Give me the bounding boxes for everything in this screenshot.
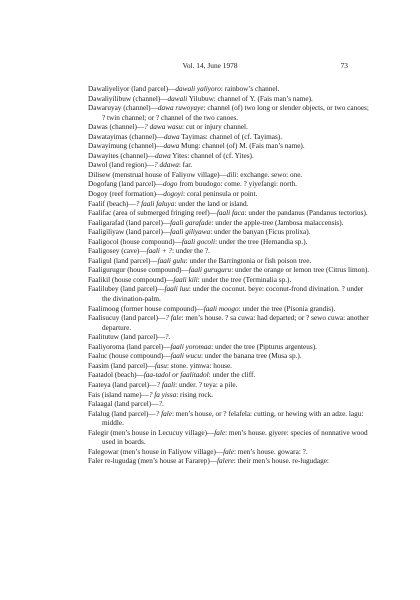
gazetteer-entry [88,343,370,353]
gazetteer-entry [88,371,370,381]
entry-headword: Faalilubey (land parcel)— [88,285,165,294]
entry-gloss: : under the pandanus (Pandanus tectorius). [244,209,368,218]
entry-headword: Faaligiliyaw (land parcel)— [88,228,171,237]
gazetteer-entry [88,200,370,210]
entry-etymon: fasu [154,361,167,370]
entry-etymon: ?. [164,333,171,342]
entry-headword: Faaluc (house compound)— [88,352,171,361]
entry-etymon: dawali [167,94,188,103]
entry-gloss: : under the Barringtonia or fish poison tree. [185,256,312,265]
gazetteer-entry [88,333,370,343]
entry-etymon: dawa ruwoyaye [157,104,204,113]
running-header [0,60,420,72]
gazetteer-entry [88,171,370,181]
entry-etymon: ?. [158,400,164,409]
gazetteer-entry [88,228,370,238]
entry-etymon: ? faali faluya [135,199,175,208]
entry-etymon: falere [217,457,234,466]
entry-gloss: : men’s house. ? sa cuwa: had departed; or ? sewo cuwa: another departure. [102,314,369,332]
entry-gloss: : men’s house. gowara: ?. [233,447,308,456]
entry-etymon: dawa [163,142,180,151]
gazetteer-entry [88,180,370,190]
entry-etymon: faali gocoli [181,237,216,246]
entry-etymon: ? faali [156,380,176,389]
gazetteer-entry [88,285,370,304]
entry-gloss: : under. ? teya: a pile. [175,380,238,389]
entry-gloss: : under the banana tree (Musa sp.). [200,352,302,361]
entry-etymon: ? fa yissa [148,390,177,399]
gazetteer-entry [88,381,370,391]
entry-headword: Faalikil (house compound)— [88,275,174,284]
entry-etymon: faali moogo [203,304,239,313]
entry-etymon: faali faca [216,209,245,218]
entry-gloss: : stone. yimwa: house. [166,361,232,370]
entry-headword: Dawaruyay (channel)— [88,104,158,113]
entry-gloss: Tayimas: channel of (cf. Tayimas). [179,132,283,141]
entry-etymon: dogoyi [163,190,184,199]
entry-etymon: fale [214,428,226,437]
gazetteer-entry-list [88,85,370,467]
entry-headword: Faler re-lugudag (men’s house at Fararep)— [88,457,218,466]
entry-headword: Faateya (land parcel)— [88,380,157,389]
gazetteer-entry [88,95,370,105]
entry-headword: Faaligarafad (land parcel)— [88,218,171,227]
gazetteer-entry [88,85,370,95]
gazetteer-entry [88,142,370,152]
entry-headword: Faaligosey (cave)— [88,247,147,256]
journal-citation: Vol. 14, June 1978 [182,61,238,70]
entry-etymon: dogo [162,180,178,189]
entry-headword: Dawas (channel)— [88,123,145,132]
entry-headword: Falegowar (men’s house in Faliyow village)— [88,447,224,456]
entry-headword: Dogofang (land parcel)— [88,180,163,189]
entry-etymon: faali garafade [170,218,212,227]
entry-gloss: from buudogo: come. ? yiyefangi: north. [177,180,297,189]
entry-gloss: Mung: channel (of) M. (Fais man’s name). [179,142,305,151]
entry-headword: Faasim (land parcel)— [88,361,155,370]
gazetteer-entry [88,190,370,200]
entry-headword: Faaligul (land parcel)— [88,256,158,265]
gazetteer-entry [88,266,370,276]
entry-etymon: ? fale [155,409,172,418]
gazetteer-entry [88,362,370,372]
entry-gloss: : men’s house. giyere: species of nonnative wood used in boards. [102,428,368,447]
gazetteer-entry [88,209,370,219]
page-number: 73 [340,61,348,70]
entry-gloss: : under the apple-tree (Jambosa malaccensis). [211,218,344,227]
entry-headword: Dawatayimas (channel)— [88,132,164,141]
gazetteer-entry [88,152,370,162]
gazetteer-entry [88,305,370,315]
entry-etymon: dawa [163,132,180,141]
entry-gloss: : under the orange or lemon tree (Citrus limon). [231,266,370,275]
entry-headword: Faalisucuy (land parcel)— [88,314,166,323]
gazetteer-entry [88,276,370,286]
entry-gloss: : under the coconut. beye: coconut-frond divination. ? under the divination-palm. [102,285,364,304]
entry-headword: Dawayites (channel)— [88,151,156,160]
gazetteer-entry [88,238,370,248]
entry-headword: Faatadol (beach)— [88,371,144,380]
gazetteer-entry [88,161,370,171]
entry-headword: Faaligocol (house compound)— [88,237,182,246]
entry-gloss: : cut or injury channel. [182,123,248,132]
entry-etymon: dawa [155,151,171,160]
gazetteer-entry [88,219,370,229]
entry-etymon: faali guruguru [188,266,232,275]
entry-gloss: : exchange. sewo: one. [236,170,303,179]
entry-gloss: : under the tree (Pipturus argenteus). [211,342,317,351]
entry-etymon: faali + ? [146,247,173,256]
entry-headword: Dogoy (reef formation)— [88,190,164,199]
entry-gloss: : under the land or island. [174,199,249,208]
entry-headword: Dawaliyeliyor (land parcel)— [88,85,176,93]
entry-gloss: : coral peninsula or point. [183,190,258,199]
entry-headword: Faalifac (area of submerged fringing reef)— [88,209,217,218]
gazetteer-entry [88,410,370,429]
entry-etymon: faali yoromaa [170,342,212,351]
gazetteer-entry [88,104,370,123]
entry-etymon: faali giliyawa [170,228,211,237]
gazetteer-entry [88,429,370,448]
gazetteer-entry [88,314,370,333]
entry-headword: Dawol (land region)— [88,161,155,170]
entry-gloss: : rainbow’s channel. [220,85,280,93]
entry-headword: Falalug (land parcel)— [88,409,156,418]
gazetteer-entry [88,448,370,458]
entry-headword: Dilisew (menstrual house of Faliyow village)— [88,170,227,179]
entry-gloss: : far. [178,161,193,170]
entry-headword: Faalitutuw (land parcel)— [88,333,165,342]
entry-headword: Faaligurugur (house compound)— [88,266,189,275]
entry-etymon: faali gulu [157,256,186,265]
gazetteer-entry [88,247,370,257]
gazetteer-entry [88,133,370,143]
entry-gloss: : channel (of) two long or slender objects, or two canoes; ? twin channel; or ? channel of the two canoes. [102,104,369,122]
entry-gloss: : under the ?. [172,247,210,256]
entry-headword: Faaliyoroma (land parcel)— [88,342,171,351]
gazetteer-entry [88,400,370,410]
entry-etymon: faa-tadol or faalitadol [143,371,209,380]
entry-headword: Faalimoog (former house compound)— [88,304,204,313]
entry-etymon: dili [226,170,237,179]
entry-gloss: : under the tree (Pisonia grandis). [238,304,336,313]
gazetteer-entry [88,257,370,267]
entry-gloss: : men’s house, or ? felafela: cutting, or hewing with an adze. lagu: middle. [102,409,364,428]
entry-headword: Falegir (men’s house in Lecucuy village)— [88,428,215,437]
entry-headword: Falaagal (land parcel)— [88,400,159,409]
entry-etymon: faali kili [173,275,198,284]
entry-headword: Dawaliyilibuw (channel)— [88,94,168,103]
entry-headword: Faalif (beach)— [88,199,136,208]
entry-gloss: : under the cliff. [208,371,256,380]
entry-gloss: Yilubuw: channel of Y. (Fais man’s name). [187,94,313,103]
gazetteer-entry [88,123,370,133]
entry-etymon: ? ddawa [154,161,179,170]
entry-gloss: : their men’s house. re-lugudage: [233,457,329,466]
entry-gloss: : under the tree (Terminalia sp.). [197,275,292,284]
entry-etymon: ? dawa wasu [144,123,183,132]
entry-etymon: faali luu [164,285,189,294]
gazetteer-entry [88,391,370,401]
entry-gloss: Yites: channel of (cf. Yites). [170,151,254,160]
entry-gloss: : rising rock. [176,390,214,399]
entry-etymon: ? fale [165,314,182,323]
entry-headword: Fais (island name)— [88,390,149,399]
entry-gloss: : under the banyan (Ficus prolixa). [210,228,311,237]
entry-etymon: fale [223,447,234,456]
gazetteer-entry [88,352,370,362]
entry-etymon: faali wucu [170,352,201,361]
entry-headword: Dawayimung (channel)— [88,142,164,151]
gazetteer-entry [88,457,370,467]
entry-etymon: dawali yaliyoro [175,85,221,93]
entry-gloss: : under the tree (Hernandia sp.). [215,237,308,246]
